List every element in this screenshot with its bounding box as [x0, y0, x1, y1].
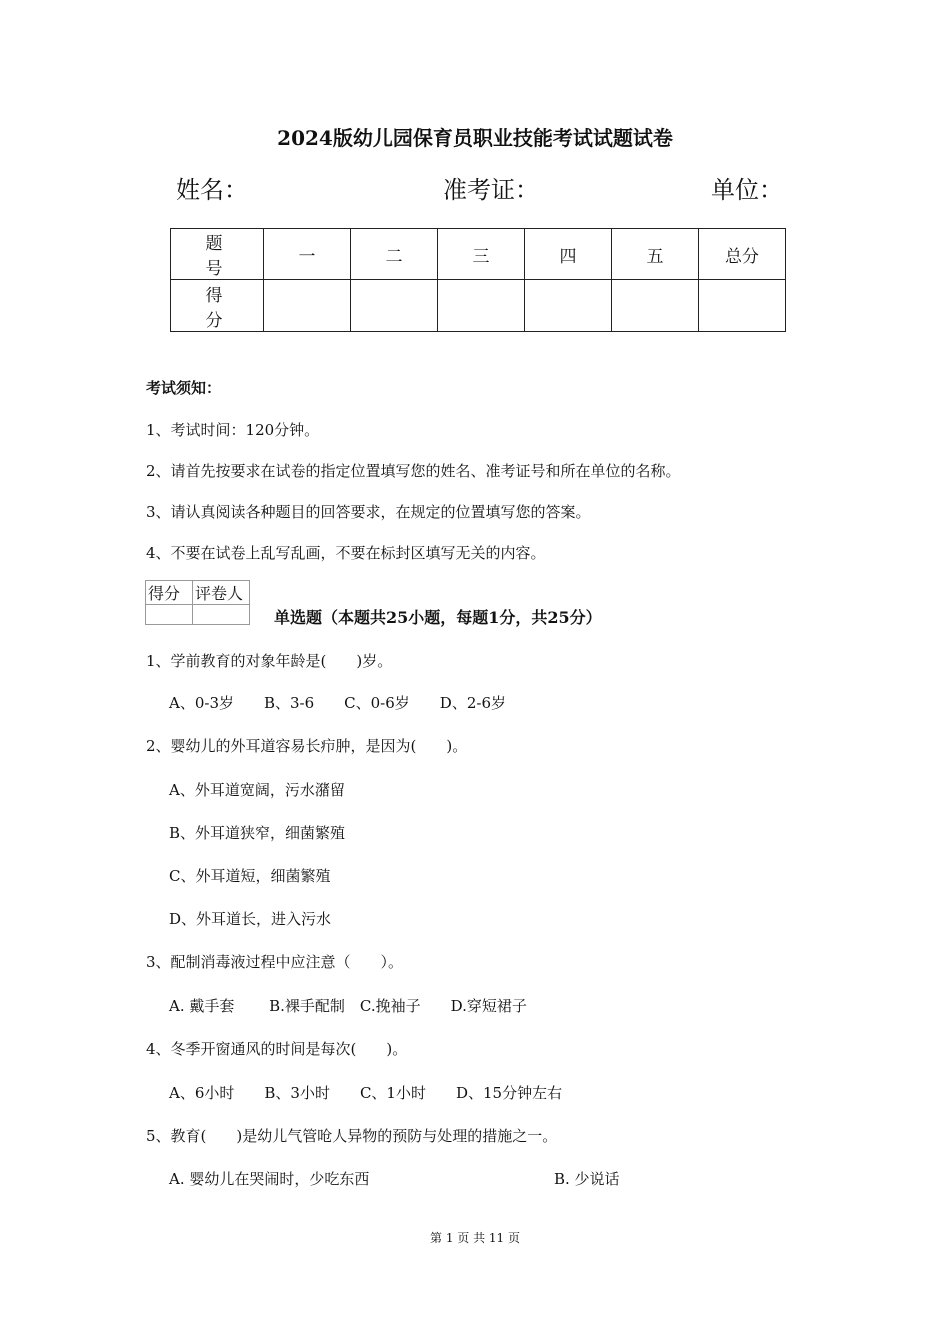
score-table-header: 总分	[699, 229, 786, 280]
score-cell[interactable]	[525, 280, 612, 332]
question-option: B、外耳道狭窄，细菌繁殖	[169, 824, 346, 842]
score-cell[interactable]	[264, 280, 351, 332]
question-option: C、外耳道短，细菌繁殖	[169, 867, 331, 885]
score-cell[interactable]	[612, 280, 699, 332]
score-table-header: 五	[612, 229, 699, 280]
score-table	[170, 228, 786, 332]
question-option: B. 少说话	[554, 1170, 620, 1188]
score-cell[interactable]	[438, 280, 525, 332]
grader-name-label: 评卷人	[193, 581, 250, 605]
page-title: 2024版幼儿园保育员职业技能考试试题试卷	[277, 126, 673, 150]
score-table-score-row	[171, 280, 786, 332]
question-stem: 4、冬季开窗通风的时间是每次( )。	[146, 1040, 408, 1058]
grader-score-cell[interactable]	[146, 605, 193, 625]
name-field-label: 姓名：	[176, 176, 248, 204]
score-table-header: 二	[351, 229, 438, 280]
grader-name-cell[interactable]	[193, 605, 250, 625]
score-table-header: 四	[525, 229, 612, 280]
question-option: A、外耳道宽阔，污水潴留	[169, 781, 345, 799]
notice-item: 1、考试时间：120分钟。	[146, 421, 320, 439]
question-stem: 5、教育( )是幼儿气管呛人异物的预防与处理的措施之一。	[146, 1127, 558, 1145]
score-table-header: 一	[264, 229, 351, 280]
question-options: A、6小时 B、3小时 C、1小时 D、15分钟左右	[169, 1084, 563, 1102]
grader-score-label: 得分	[146, 581, 193, 605]
question-option: D、外耳道长，进入污水	[169, 910, 332, 928]
score-table-header-row	[171, 229, 786, 280]
score-cell[interactable]	[351, 280, 438, 332]
question-stem: 2、婴幼儿的外耳道容易长疖肿，是因为( )。	[146, 737, 468, 755]
notice-heading: 考试须知：	[146, 379, 222, 397]
score-table-header: 题 号	[171, 229, 264, 280]
unit-field-label: 单位：	[711, 176, 783, 204]
exam-id-field-label: 准考证：	[443, 176, 539, 204]
question-stem: 1、学前教育的对象年龄是( )岁。	[146, 652, 393, 670]
score-cell[interactable]	[699, 280, 786, 332]
notice-item: 4、不要在试卷上乱写乱画，不要在标封区填写无关的内容。	[146, 544, 546, 562]
question-stem: 3、配制消毒液过程中应注意（ ）。	[146, 953, 404, 971]
page-footer: 第 1 页 共 11 页	[430, 1231, 520, 1245]
question-options: A、0-3岁 B、3-6 C、0-6岁 D、2-6岁	[169, 694, 506, 712]
section-title: 单选题（本题共25小题，每题1分，共25分）	[274, 608, 602, 627]
score-row-label: 得 分	[171, 280, 264, 332]
notice-item: 3、请认真阅读各种题目的回答要求，在规定的位置填写您的答案。	[146, 503, 591, 521]
notice-item: 2、请首先按要求在试卷的指定位置填写您的姓名、准考证号和所在单位的名称。	[146, 462, 681, 480]
grader-box	[145, 580, 250, 625]
score-table-header: 三	[438, 229, 525, 280]
question-option: A. 婴幼儿在哭闹时，少吃东西	[169, 1170, 370, 1188]
question-options: A. 戴手套 B.裸手配制 C.挽袖子 D.穿短裙子	[169, 997, 527, 1015]
